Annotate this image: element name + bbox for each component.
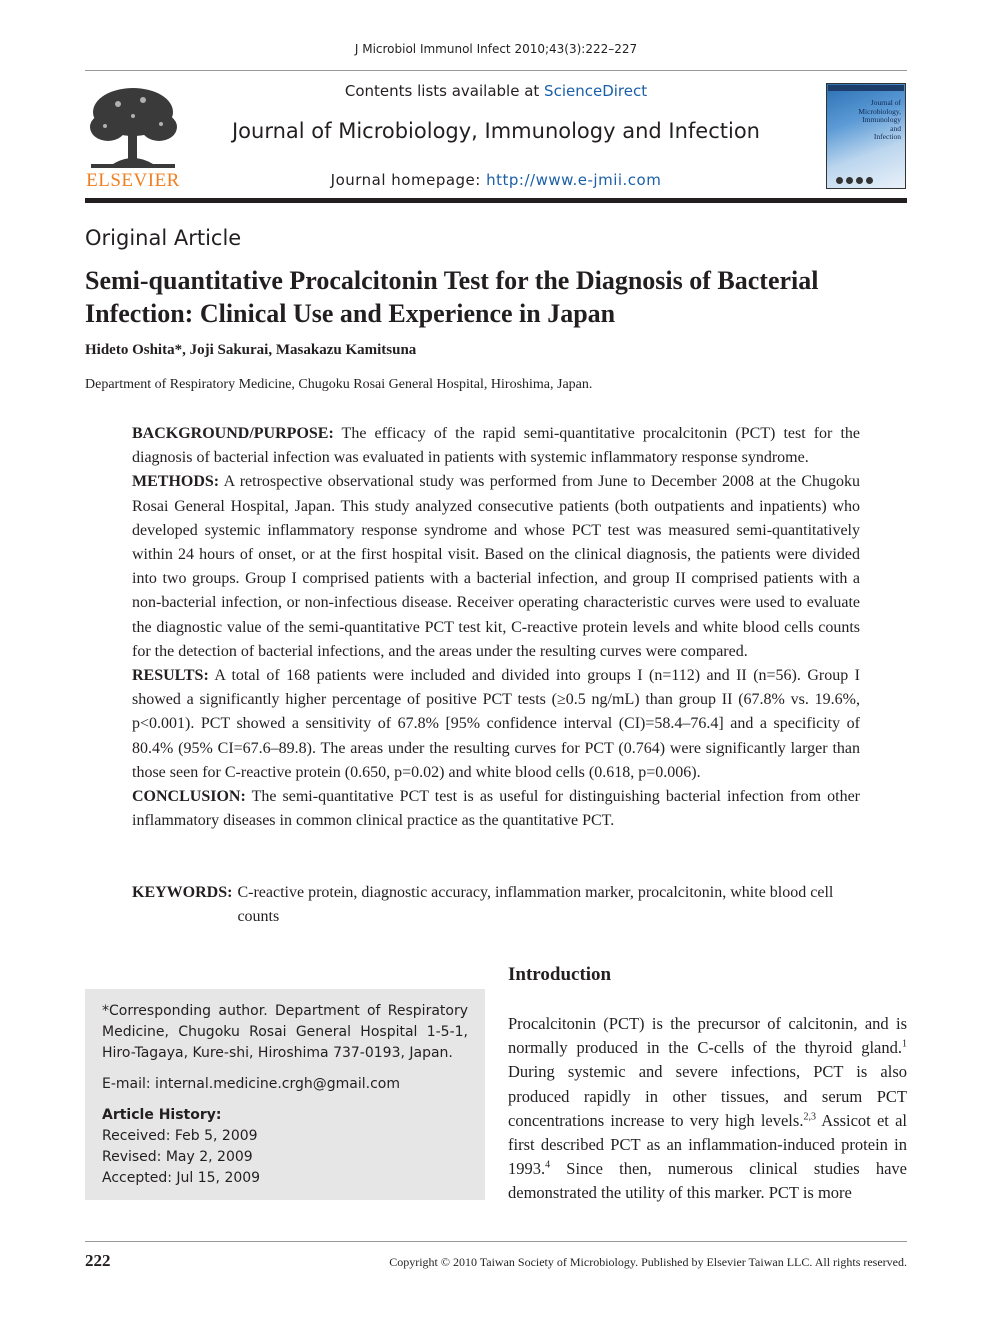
abstract-background <box>132 422 860 470</box>
intro-sentence: During systemic and severe infections, PCT is also produced rapidly in other tissues, and serum PCT concentrations increase to very high levels. <box>508 1062 907 1130</box>
accepted-date: Accepted: Jul 15, 2009 <box>102 1170 261 1186</box>
conclusion-text: The semi-quantitative PCT test is as useful for distinguishing bacterial infection from other inflammatory diseases in common clinical practice as the quantitative PCT. <box>132 788 860 830</box>
conclusion-label: CONCLUSION: <box>132 788 246 806</box>
cover-badges <box>836 177 873 184</box>
abstract-methods <box>132 470 860 664</box>
elsevier-wordmark: ELSEVIER <box>86 170 180 191</box>
abstract-results <box>132 664 860 785</box>
abstract-conclusion <box>132 785 860 833</box>
citation-ref: 1 <box>902 1038 907 1050</box>
citation-ref: 2,3 <box>803 1111 816 1123</box>
introduction-body <box>508 1012 907 1206</box>
sciencedirect-link[interactable]: ScienceDirect <box>544 82 648 100</box>
journal-title: Journal of Microbiology, Immunology and Infection <box>231 119 760 143</box>
intro-sentence: Since then, numerous clinical studies have demonstrated the utility of this marker. PCT is more <box>508 1159 907 1203</box>
author-info-box <box>85 989 485 1200</box>
citation-line: J Microbiol Immunol Infect 2010;43(3):222–227 <box>354 42 638 56</box>
received-date: Received: Feb 5, 2009 <box>102 1128 258 1144</box>
corresponding-author: *Corresponding author. Department of Respiratory Medicine, Chugoku Rosai General Hospital 1-5-1, Hiro-Tagaya, Kure-shi, Hiroshima 737-0193, Japan. <box>102 1003 468 1061</box>
revised-date: Revised: May 2, 2009 <box>102 1149 253 1165</box>
contents-prefix: Contents lists available at <box>344 82 545 100</box>
header-thick-rule <box>85 198 907 203</box>
background-text: The efficacy of the rapid semi-quantitative procalcitonin (PCT) test for the diagnosis of bacterial infection was evaluated in patients with systemic inflammatory response syndrome. <box>132 425 860 467</box>
intro-sentence: Assicot et al first described PCT as an inflammation-induced protein in 1993. <box>508 1110 908 1179</box>
cover-title: Journal of Microbiology, Immunology and Infection <box>858 98 901 141</box>
intro-sentence: Procalcitonin (PCT) is the precursor of calcitonin, and is normally produced in the C-cells of the thyroid gland. <box>508 1014 907 1058</box>
introduction-heading: Introduction <box>508 964 612 985</box>
homepage-link[interactable]: http://www.e-jmii.com <box>486 171 662 189</box>
email-address: E-mail: internal.medicine.crgh@gmail.com <box>102 1076 400 1092</box>
results-text: A total of 168 patients were included and divided into groups I (n=112) and II (n=56). Group I showed a significantly higher percentage of positive PCT tests (≥0.5 ng/mL) than group II (67.8% vs. 19.6%, p<0.001). PCT showed a sensitivity of 67.8% [95% confidence interval (CI)=58.4–76.4] and a specificity of 80.4% (95% CI=67.6–89.8). The areas under the resulting curves for PCT (0.764) were significantly larger than those seen for C-reactive protein (0.650, p=0.02) and white blood cells (0.618, p=0.006). <box>132 667 860 781</box>
footer-rule <box>85 1241 907 1242</box>
methods-label: METHODS: <box>132 473 220 491</box>
affiliation: Department of Respiratory Medicine, Chugoku Rosai General Hospital, Hiroshima, Japan. <box>85 377 593 392</box>
background-label: BACKGROUND/PURPOSE: <box>132 425 334 442</box>
page-number: 222 <box>85 1251 111 1270</box>
citation-ref: 4 <box>545 1159 551 1171</box>
header-top-rule <box>85 70 907 71</box>
keywords <box>132 881 860 929</box>
homepage-prefix: Journal homepage: <box>330 171 487 189</box>
copyright-notice: Copyright © 2010 Taiwan Society of Microbiology. Published by Elsevier Taiwan LLC. All rights reserved. <box>389 1255 907 1269</box>
keywords-text: C-reactive protein, diagnostic accuracy, inflammation marker, procalcitonin, white blood cell counts <box>237 884 834 925</box>
journal-cover-thumbnail <box>826 83 906 189</box>
results-label: RESULTS: <box>132 667 209 685</box>
article-title: Semi-quantitative Procalcitonin Test for the Diagnosis of Bacterial Infection: Clinical Use and Experience in Japan <box>85 266 819 328</box>
article-history-label: Article History: <box>102 1107 222 1123</box>
author-list: Hideto Oshita*, Joji Sakurai, Masakazu Kamitsuna <box>85 342 417 358</box>
keywords-label: KEYWORDS: <box>132 884 233 901</box>
abstract <box>132 422 860 833</box>
methods-text: A retrospective observational study was performed from June to December 2008 at the Chugoku Rosai General Hospital, Japan. This study analyzed consecutive patients (both outpatients and inpatients) who developed systemic inflammatory response syndrome and whose PCT test was measured semi-quantitatively within 24 hours of onset, or at the first hospital visit. Based on the clinical diagnosis, the patients were divided into two groups. Group I comprised patients with a bacterial infection, and group II comprised patients with a non-bacterial infection, or non-infectious disease. Receiver operating characteristic curves were used to evaluate the diagnostic value of the semi-quantitative PCT test kit, C-reactive protein levels and white blood cells counts for the detection of bacterial infections, and the areas under the resulting curves were compared. <box>132 473 860 660</box>
article-type: Original Article <box>85 226 242 250</box>
